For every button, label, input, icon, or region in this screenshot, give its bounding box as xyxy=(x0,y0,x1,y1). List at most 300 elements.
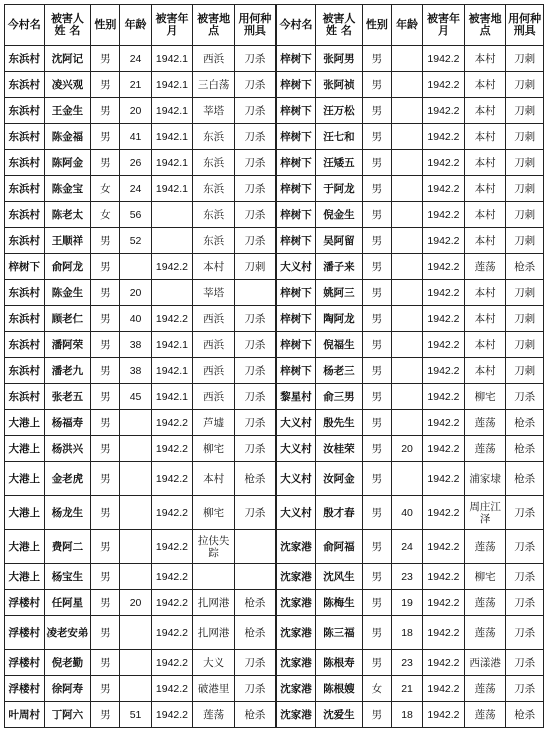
weapon-cell: 刀杀 xyxy=(234,358,276,384)
village-cell-right: 大义村 xyxy=(276,462,316,496)
header-weapon: 用何种刑具 xyxy=(234,5,276,46)
victims-table-container xyxy=(4,4,544,742)
gender-cell: 男 xyxy=(91,358,120,384)
weapon-cell: 枪杀 xyxy=(234,462,276,496)
place-cell: 东浜 xyxy=(193,124,235,150)
place-cell: 东浜 xyxy=(193,150,235,176)
weapon-cell: 刀杀 xyxy=(234,384,276,410)
victim-name-cell: 凌兴观 xyxy=(44,72,91,98)
date-cell: 1942.2 xyxy=(151,590,193,616)
gender-cell-right: 男 xyxy=(362,410,391,436)
victim-name-cell: 俞阿龙 xyxy=(44,254,91,280)
victim-name-cell-right: 倪福生 xyxy=(316,332,363,358)
date-cell-right: 1942.2 xyxy=(423,202,465,228)
weapon-cell-right: 枪杀 xyxy=(506,462,544,496)
victim-name-cell: 陈阿金 xyxy=(44,150,91,176)
date-cell: 1942.1 xyxy=(151,46,193,72)
weapon-cell: 刀杀 xyxy=(234,496,276,530)
place-cell-right: 浦家埭 xyxy=(464,462,506,496)
table-row xyxy=(5,564,544,590)
header-village-right: 今村名 xyxy=(276,5,316,46)
victim-name-cell: 王顺祥 xyxy=(44,228,91,254)
place-cell: 东浜 xyxy=(193,228,235,254)
weapon-cell-right: 刀杀 xyxy=(506,530,544,564)
victim-name-cell: 潘老九 xyxy=(44,358,91,384)
place-cell-right: 莲荡 xyxy=(464,616,506,650)
victim-name-cell-right: 陈根嫂 xyxy=(316,676,363,702)
victim-name-cell: 任阿星 xyxy=(44,590,91,616)
weapon-cell: 刀杀 xyxy=(234,176,276,202)
village-cell-right: 沈家港 xyxy=(276,616,316,650)
table-row xyxy=(5,332,544,358)
age-cell-right xyxy=(391,124,422,150)
village-cell: 梓树下 xyxy=(5,254,45,280)
age-cell-right: 23 xyxy=(391,564,422,590)
header-date: 被害年月 xyxy=(151,5,193,46)
gender-cell-right: 男 xyxy=(362,280,391,306)
age-cell-right xyxy=(391,46,422,72)
age-cell-right: 19 xyxy=(391,590,422,616)
weapon-cell-right: 刀刺 xyxy=(506,72,544,98)
gender-cell-right: 男 xyxy=(362,496,391,530)
gender-cell: 男 xyxy=(91,496,120,530)
date-cell-right: 1942.2 xyxy=(423,436,465,462)
place-cell: 拉伕失踪 xyxy=(193,530,235,564)
age-cell: 41 xyxy=(120,124,151,150)
place-cell: 西浜 xyxy=(193,332,235,358)
date-cell: 1942.2 xyxy=(151,254,193,280)
weapon-cell: 刀杀 xyxy=(234,676,276,702)
date-cell-right: 1942.2 xyxy=(423,46,465,72)
place-cell: 西浜 xyxy=(193,384,235,410)
date-cell: 1942.1 xyxy=(151,358,193,384)
gender-cell: 男 xyxy=(91,254,120,280)
place-cell: 柳宅 xyxy=(193,436,235,462)
victim-name-cell-right: 倪金生 xyxy=(316,202,363,228)
place-cell-right: 柳宅 xyxy=(464,384,506,410)
village-cell: 大港上 xyxy=(5,530,45,564)
victim-name-cell: 徐阿寿 xyxy=(44,676,91,702)
gender-cell-right: 男 xyxy=(362,702,391,728)
weapon-cell-right: 刀杀 xyxy=(506,384,544,410)
table-row xyxy=(5,46,544,72)
gender-cell: 男 xyxy=(91,530,120,564)
weapon-cell xyxy=(234,564,276,590)
village-cell: 东浜村 xyxy=(5,124,45,150)
weapon-cell: 刀杀 xyxy=(234,124,276,150)
table-row xyxy=(5,124,544,150)
age-cell-right: 23 xyxy=(391,650,422,676)
date-cell-right: 1942.2 xyxy=(423,676,465,702)
village-cell: 东浜村 xyxy=(5,384,45,410)
weapon-cell: 刀杀 xyxy=(234,98,276,124)
date-cell-right: 1942.2 xyxy=(423,410,465,436)
weapon-cell: 刀刺 xyxy=(234,254,276,280)
gender-cell: 男 xyxy=(91,150,120,176)
weapon-cell: 刀杀 xyxy=(234,306,276,332)
village-cell: 大港上 xyxy=(5,462,45,496)
weapon-cell: 刀杀 xyxy=(234,228,276,254)
header-village: 今村名 xyxy=(5,5,45,46)
gender-cell: 男 xyxy=(91,436,120,462)
table-row xyxy=(5,590,544,616)
place-cell-right: 本村 xyxy=(464,124,506,150)
place-cell: 莲荡 xyxy=(193,702,235,728)
village-cell: 东浜村 xyxy=(5,228,45,254)
place-cell: 破港里 xyxy=(193,676,235,702)
gender-cell-right: 男 xyxy=(362,462,391,496)
age-cell xyxy=(120,564,151,590)
gender-cell-right: 男 xyxy=(362,46,391,72)
gender-cell: 男 xyxy=(91,650,120,676)
age-cell-right xyxy=(391,98,422,124)
gender-cell-right: 男 xyxy=(362,650,391,676)
date-cell-right: 1942.2 xyxy=(423,254,465,280)
age-cell: 52 xyxy=(120,228,151,254)
age-cell: 21 xyxy=(120,72,151,98)
date-cell: 1942.2 xyxy=(151,410,193,436)
age-cell-right xyxy=(391,254,422,280)
date-cell: 1942.2 xyxy=(151,462,193,496)
age-cell-right xyxy=(391,384,422,410)
place-cell-right: 柳宅 xyxy=(464,564,506,590)
gender-cell-right: 男 xyxy=(362,564,391,590)
gender-cell-right: 男 xyxy=(362,436,391,462)
table-row xyxy=(5,280,544,306)
table-row xyxy=(5,650,544,676)
age-cell xyxy=(120,462,151,496)
place-cell: 东浜 xyxy=(193,202,235,228)
age-cell xyxy=(120,650,151,676)
table-row xyxy=(5,410,544,436)
weapon-cell-right: 刀刺 xyxy=(506,150,544,176)
victim-name-cell-right: 陶阿龙 xyxy=(316,306,363,332)
village-cell: 东浜村 xyxy=(5,202,45,228)
table-row xyxy=(5,436,544,462)
weapon-cell-right: 枪杀 xyxy=(506,436,544,462)
place-cell-right: 莲荡 xyxy=(464,410,506,436)
village-cell: 东浜村 xyxy=(5,280,45,306)
village-cell-right: 梓树下 xyxy=(276,124,316,150)
village-cell: 东浜村 xyxy=(5,150,45,176)
place-cell-right: 本村 xyxy=(464,306,506,332)
table-body xyxy=(5,46,544,728)
age-cell-right: 20 xyxy=(391,436,422,462)
date-cell: 1942.1 xyxy=(151,332,193,358)
gender-cell: 男 xyxy=(91,306,120,332)
weapon-cell-right: 刀杀 xyxy=(506,564,544,590)
village-cell-right: 梓树下 xyxy=(276,228,316,254)
victim-name-cell: 丁阿六 xyxy=(44,702,91,728)
table-row xyxy=(5,462,544,496)
date-cell-right: 1942.2 xyxy=(423,332,465,358)
date-cell-right: 1942.2 xyxy=(423,306,465,332)
age-cell-right: 40 xyxy=(391,496,422,530)
date-cell-right: 1942.2 xyxy=(423,124,465,150)
weapon-cell-right: 刀刺 xyxy=(506,306,544,332)
village-cell: 东浜村 xyxy=(5,358,45,384)
date-cell: 1942.2 xyxy=(151,650,193,676)
village-cell: 浮楼村 xyxy=(5,616,45,650)
gender-cell: 男 xyxy=(91,98,120,124)
weapon-cell: 刀杀 xyxy=(234,410,276,436)
gender-cell: 男 xyxy=(91,462,120,496)
gender-cell: 男 xyxy=(91,280,120,306)
victim-name-cell-right: 汪矮五 xyxy=(316,150,363,176)
table-row xyxy=(5,496,544,530)
age-cell-right xyxy=(391,228,422,254)
weapon-cell: 枪杀 xyxy=(234,590,276,616)
gender-cell: 男 xyxy=(91,384,120,410)
village-cell: 东浜村 xyxy=(5,46,45,72)
date-cell-right: 1942.2 xyxy=(423,702,465,728)
date-cell-right: 1942.2 xyxy=(423,462,465,496)
weapon-cell-right: 刀刺 xyxy=(506,332,544,358)
gender-cell-right: 男 xyxy=(362,590,391,616)
gender-cell-right: 男 xyxy=(362,332,391,358)
header-victim-name: 被害人姓 名 xyxy=(44,5,91,46)
victim-name-cell: 潘阿荣 xyxy=(44,332,91,358)
victim-name-cell-right: 杨老三 xyxy=(316,358,363,384)
age-cell xyxy=(120,676,151,702)
date-cell-right: 1942.2 xyxy=(423,358,465,384)
age-cell-right xyxy=(391,202,422,228)
village-cell-right: 梓树下 xyxy=(276,98,316,124)
gender-cell: 男 xyxy=(91,124,120,150)
date-cell: 1942.2 xyxy=(151,702,193,728)
date-cell: 1942.2 xyxy=(151,436,193,462)
table-header-row xyxy=(5,5,544,46)
gender-cell-right: 男 xyxy=(362,72,391,98)
village-cell-right: 梓树下 xyxy=(276,46,316,72)
header-weapon-right: 用何种刑具 xyxy=(506,5,544,46)
place-cell-right: 本村 xyxy=(464,332,506,358)
place-cell-right: 莲荡 xyxy=(464,436,506,462)
table-row xyxy=(5,254,544,280)
victim-name-cell-right: 吴阿留 xyxy=(316,228,363,254)
date-cell: 1942.1 xyxy=(151,384,193,410)
age-cell-right xyxy=(391,462,422,496)
date-cell-right: 1942.2 xyxy=(423,98,465,124)
village-cell-right: 梓树下 xyxy=(276,72,316,98)
village-cell: 大港上 xyxy=(5,410,45,436)
victim-name-cell-right: 张阿祯 xyxy=(316,72,363,98)
victim-name-cell: 张老五 xyxy=(44,384,91,410)
village-cell-right: 沈家港 xyxy=(276,590,316,616)
weapon-cell-right: 枪杀 xyxy=(506,702,544,728)
header-age-right: 年龄 xyxy=(391,5,422,46)
victim-name-cell: 杨龙生 xyxy=(44,496,91,530)
village-cell: 东浜村 xyxy=(5,72,45,98)
gender-cell-right: 女 xyxy=(362,676,391,702)
gender-cell: 女 xyxy=(91,176,120,202)
victim-name-cell-right: 汪万松 xyxy=(316,98,363,124)
place-cell-right: 莲荡 xyxy=(464,702,506,728)
age-cell: 38 xyxy=(120,332,151,358)
weapon-cell-right: 刀刺 xyxy=(506,176,544,202)
victim-name-cell-right: 殷才春 xyxy=(316,496,363,530)
weapon-cell-right: 刀刺 xyxy=(506,280,544,306)
village-cell: 东浜村 xyxy=(5,98,45,124)
weapon-cell-right: 枪杀 xyxy=(506,254,544,280)
village-cell: 大港上 xyxy=(5,564,45,590)
village-cell-right: 大义村 xyxy=(276,254,316,280)
victim-name-cell: 沈阿记 xyxy=(44,46,91,72)
place-cell-right: 本村 xyxy=(464,46,506,72)
village-cell-right: 梓树下 xyxy=(276,306,316,332)
place-cell: 柳宅 xyxy=(193,496,235,530)
date-cell: 1942.1 xyxy=(151,150,193,176)
header-place: 被害地点 xyxy=(193,5,235,46)
village-cell: 东浜村 xyxy=(5,332,45,358)
date-cell: 1942.2 xyxy=(151,496,193,530)
victim-name-cell-right: 陈三福 xyxy=(316,616,363,650)
place-cell: 东浜 xyxy=(193,176,235,202)
victim-name-cell: 王金生 xyxy=(44,98,91,124)
place-cell-right: 西漾港 xyxy=(464,650,506,676)
village-cell: 大港上 xyxy=(5,496,45,530)
date-cell-right: 1942.2 xyxy=(423,496,465,530)
age-cell xyxy=(120,254,151,280)
age-cell: 51 xyxy=(120,702,151,728)
gender-cell-right: 男 xyxy=(362,254,391,280)
header-place-right: 被害地点 xyxy=(464,5,506,46)
victim-name-cell: 杨洪兴 xyxy=(44,436,91,462)
age-cell-right xyxy=(391,280,422,306)
village-cell-right: 大义村 xyxy=(276,436,316,462)
gender-cell: 男 xyxy=(91,332,120,358)
victims-table xyxy=(4,4,544,728)
age-cell-right xyxy=(391,306,422,332)
place-cell: 莘塔 xyxy=(193,280,235,306)
table-row xyxy=(5,72,544,98)
age-cell: 38 xyxy=(120,358,151,384)
place-cell: 西浜 xyxy=(193,46,235,72)
place-cell: 芦墟 xyxy=(193,410,235,436)
header-victim-name-right: 被害人姓 名 xyxy=(316,5,363,46)
date-cell-right: 1942.2 xyxy=(423,150,465,176)
place-cell-right: 本村 xyxy=(464,150,506,176)
date-cell xyxy=(151,228,193,254)
weapon-cell xyxy=(234,530,276,564)
age-cell-right xyxy=(391,72,422,98)
weapon-cell: 枪杀 xyxy=(234,702,276,728)
date-cell: 1942.1 xyxy=(151,176,193,202)
date-cell: 1942.1 xyxy=(151,72,193,98)
victim-name-cell: 陈金宝 xyxy=(44,176,91,202)
victim-name-cell-right: 沈爱生 xyxy=(316,702,363,728)
date-cell-right: 1942.2 xyxy=(423,530,465,564)
age-cell-right xyxy=(391,176,422,202)
date-cell-right: 1942.2 xyxy=(423,228,465,254)
date-cell: 1942.1 xyxy=(151,98,193,124)
place-cell: 扎网港 xyxy=(193,616,235,650)
table-row xyxy=(5,98,544,124)
place-cell-right: 莲荡 xyxy=(464,676,506,702)
gender-cell-right: 男 xyxy=(362,384,391,410)
table-row xyxy=(5,702,544,728)
village-cell: 叶周村 xyxy=(5,702,45,728)
age-cell xyxy=(120,436,151,462)
weapon-cell-right: 刀杀 xyxy=(506,590,544,616)
header-gender: 性别 xyxy=(91,5,120,46)
age-cell: 40 xyxy=(120,306,151,332)
weapon-cell-right: 刀刺 xyxy=(506,358,544,384)
victim-name-cell: 凌老安弟 xyxy=(44,616,91,650)
gender-cell-right: 男 xyxy=(362,306,391,332)
date-cell-right: 1942.2 xyxy=(423,650,465,676)
gender-cell: 男 xyxy=(91,676,120,702)
weapon-cell: 枪杀 xyxy=(234,616,276,650)
victim-name-cell-right: 汪七和 xyxy=(316,124,363,150)
victim-name-cell: 金老虎 xyxy=(44,462,91,496)
place-cell-right: 莲荡 xyxy=(464,590,506,616)
gender-cell-right: 男 xyxy=(362,124,391,150)
weapon-cell-right: 刀杀 xyxy=(506,496,544,530)
village-cell-right: 沈家港 xyxy=(276,702,316,728)
age-cell-right xyxy=(391,150,422,176)
weapon-cell: 刀杀 xyxy=(234,332,276,358)
weapon-cell-right: 刀刺 xyxy=(506,98,544,124)
table-row xyxy=(5,306,544,332)
age-cell-right: 18 xyxy=(391,616,422,650)
age-cell: 20 xyxy=(120,280,151,306)
place-cell-right: 本村 xyxy=(464,280,506,306)
date-cell: 1942.1 xyxy=(151,124,193,150)
date-cell-right: 1942.2 xyxy=(423,590,465,616)
gender-cell: 男 xyxy=(91,702,120,728)
village-cell-right: 梓树下 xyxy=(276,202,316,228)
header-age: 年龄 xyxy=(120,5,151,46)
village-cell-right: 梓树下 xyxy=(276,332,316,358)
victim-name-cell-right: 于阿龙 xyxy=(316,176,363,202)
village-cell-right: 梓树下 xyxy=(276,150,316,176)
weapon-cell xyxy=(234,280,276,306)
age-cell-right: 21 xyxy=(391,676,422,702)
age-cell xyxy=(120,410,151,436)
table-row xyxy=(5,358,544,384)
victim-name-cell-right: 陈梅生 xyxy=(316,590,363,616)
table-row xyxy=(5,616,544,650)
weapon-cell-right: 刀杀 xyxy=(506,616,544,650)
place-cell: 本村 xyxy=(193,462,235,496)
place-cell: 三白荡 xyxy=(193,72,235,98)
date-cell: 1942.2 xyxy=(151,306,193,332)
age-cell: 56 xyxy=(120,202,151,228)
age-cell: 24 xyxy=(120,46,151,72)
place-cell-right: 本村 xyxy=(464,176,506,202)
date-cell: 1942.2 xyxy=(151,676,193,702)
weapon-cell: 刀杀 xyxy=(234,46,276,72)
weapon-cell: 刀杀 xyxy=(234,202,276,228)
gender-cell: 男 xyxy=(91,410,120,436)
gender-cell-right: 男 xyxy=(362,228,391,254)
victim-name-cell: 陈金生 xyxy=(44,280,91,306)
gender-cell: 男 xyxy=(91,46,120,72)
village-cell: 东浜村 xyxy=(5,176,45,202)
age-cell: 45 xyxy=(120,384,151,410)
village-cell-right: 梓树下 xyxy=(276,280,316,306)
place-cell: 本村 xyxy=(193,254,235,280)
gender-cell: 男 xyxy=(91,590,120,616)
age-cell xyxy=(120,530,151,564)
victim-name-cell-right: 陈根寿 xyxy=(316,650,363,676)
village-cell-right: 大义村 xyxy=(276,410,316,436)
place-cell-right: 周庄江泽 xyxy=(464,496,506,530)
victim-name-cell-right: 殷先生 xyxy=(316,410,363,436)
victim-name-cell-right: 姚阿三 xyxy=(316,280,363,306)
place-cell-right: 莲荡 xyxy=(464,254,506,280)
